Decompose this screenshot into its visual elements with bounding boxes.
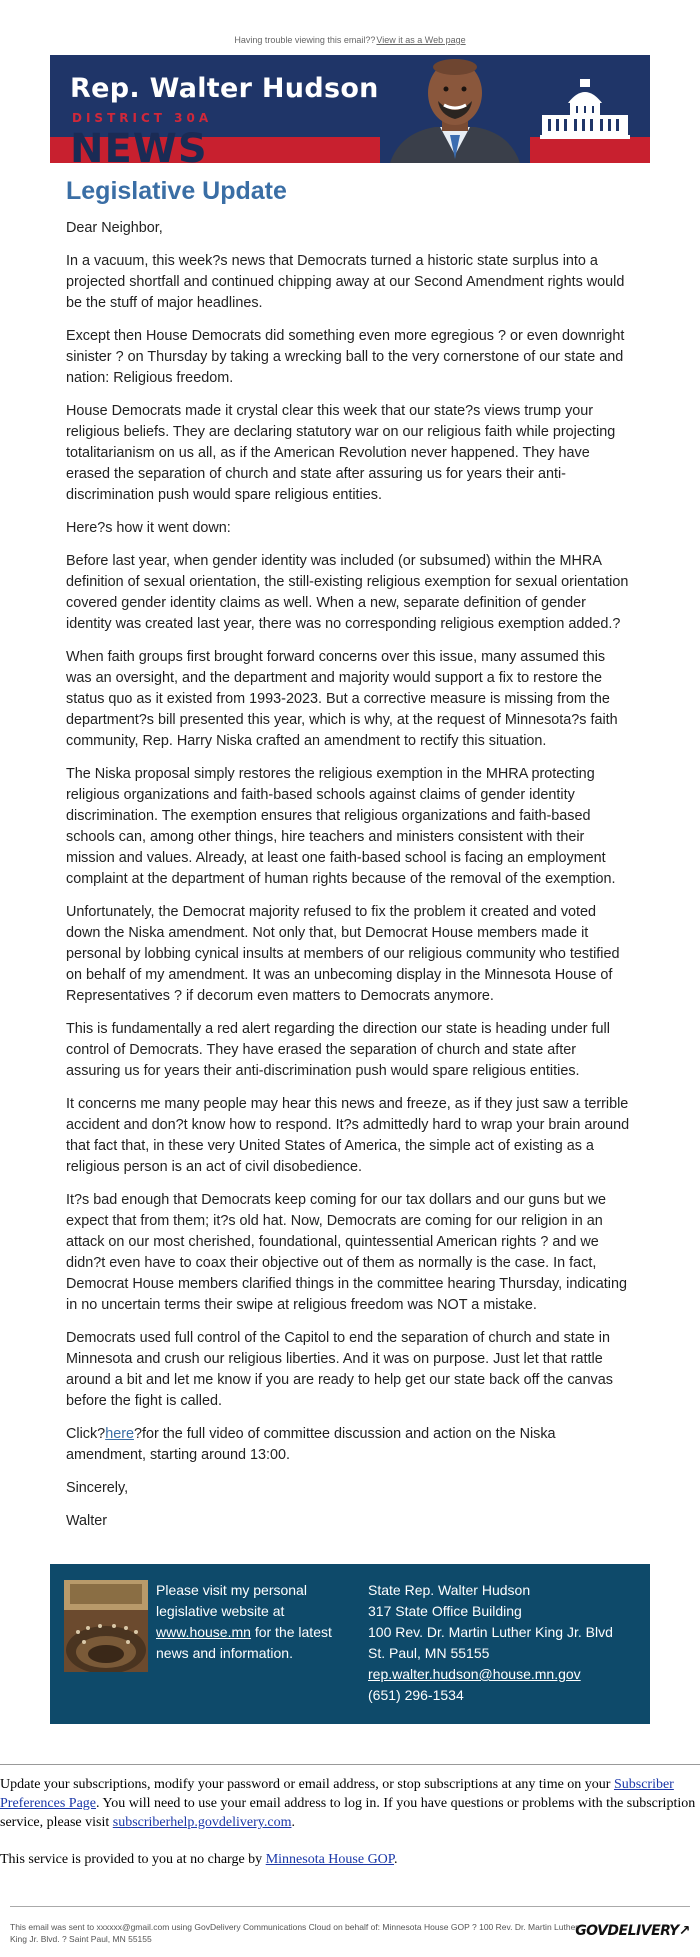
article-paragraph: Except then House Democrats did something even more egregious ? or even downright sinister ? on Thursday by taking a wrecking ball to the very cornerstone of our state and nation: Religious freedom.: [66, 328, 625, 386]
subscription-notice: [0, 1764, 700, 1887]
video-paragraph: [66, 1424, 634, 1466]
article-paragraph: Before last year, when gender identity was included (or subsumed) within the MHRA definition of sexual orientation, the still-existing religious exemption for sexual orientation covered gender identity claims as well. When a new, separate definition of gender identity was created last year, there was no corresponding religious exemption added.?: [66, 553, 629, 632]
subscriber-preferences-link[interactable]: Subscriber Preferences Page: [0, 1777, 674, 1811]
house-mn-link[interactable]: www.house.mn: [156, 1624, 251, 1640]
minnesota-house-gop-link[interactable]: Minnesota House GOP: [265, 1852, 395, 1867]
article-paragraph: When faith groups first brought forward concerns over this issue, many assumed this was an oversight, and the department and majority would support a fix to restore the status quo as it existed from 1993-2023. But a corrective measure is missing from the department?s bill presented this year, which is why, at the request of Minnesota?s faith community, Rep. Harry Niska crafted an amendment to rectify this situation.: [66, 649, 618, 749]
sent-to-text: This email was sent to xxxxxx@gmail.com using GovDelivery Communications Cloud on behalf of: Minnesota House GOP ? 100 Rev. Dr. Martin Luther King Jr. Blvd. ? Saint Paul, MN 55155: [10, 1922, 579, 1944]
article-paragraph: Unfortunately, the Democrat majority refused to fix the problem it created and voted down the Niska amendment. Not only that, but Democrat House members made it personal by lobbing cynical insults at members of our religious community who testified on behalf of my amendment. It was an unbecoming display in the Minnesota House of Representatives ? if decorum even matters to Democrats anymore.: [66, 904, 620, 1004]
video-here-link[interactable]: here: [105, 1426, 134, 1442]
service-paragraph: [0, 1850, 700, 1869]
greeting: Dear Neighbor,: [66, 220, 163, 236]
govdelivery-footer: [10, 1906, 690, 1945]
contact-email-link[interactable]: rep.walter.hudson@house.mn.gov: [368, 1666, 581, 1682]
visit-post-text: for the latest news and information.: [156, 1624, 332, 1661]
email-body: [50, 55, 650, 1724]
signal-icon: ↗: [678, 1923, 690, 1939]
subscription-paragraph: [0, 1775, 700, 1832]
article-paragraph: In a vacuum, this week?s news that Democrats turned a historic state surplus into a projected shortfall and continued chipping away at our Second Amendment rights would be the stuff of major headlines.: [66, 253, 625, 311]
district-label: DISTRICT 30A: [72, 111, 213, 125]
article-paragraph: The Niska proposal simply restores the religious exemption in the MHRA protecting religious organizations and faith-based schools against claims of gender identity discrimination. The exemption ensures that religious organizations and faith-based schools can, among other things, hire teachers and ministers consistent with their mission and values. Already, at least one faith-based school is facing an employment complaint at the department of human rights because of the removal of the exemption.: [66, 766, 616, 887]
trouble-viewing-text: Having trouble viewing this email??: [234, 35, 376, 45]
newsletter-header: [50, 55, 650, 163]
rep-name: Rep. Walter Hudson: [70, 73, 379, 104]
article-paragraph: Here?s how it went down:: [66, 520, 231, 536]
subs-post-text: .: [291, 1815, 295, 1830]
article-paragraph: House Democrats made it crystal clear this week that our state?s views trump your religious beliefs. They are declaring statutory war on our religious faith while projecting totalitarianism on us all, as if the American Revolution never happened. They have erased the separation of church and state after assuring us for years their anti-discrimination push would spare religious entities.: [66, 403, 616, 503]
contact-city: St. Paul, MN 55155: [368, 1645, 490, 1661]
contact-office: 317 State Office Building: [368, 1603, 522, 1619]
contact-name: State Rep. Walter Hudson: [368, 1582, 531, 1598]
subs-pre-text: Update your subscriptions, modify your password or email address, or stop subscriptions at any time on your: [0, 1777, 614, 1792]
article-title: Legislative Update: [66, 177, 287, 205]
video-post-text: ?for the full video of committee discussion and action on the Niska amendment, starting around 13:00.: [66, 1426, 556, 1463]
closing: Sincerely,: [66, 1480, 129, 1496]
govdelivery-brand-text: GOVDELIVERY: [575, 1923, 679, 1939]
article-paragraph: Democrats used full control of the Capitol to end the separation of church and state in Minnesota and crush our religious liberties. And it was on purpose. Just let that rattle around a bit and let me know if you are ready to help get our state back off the canvas before the fight is called.: [66, 1330, 613, 1409]
visit-pre-text: Please visit my personal legislative website at: [156, 1582, 307, 1619]
view-web-page-link[interactable]: View it as a Web page: [376, 35, 466, 45]
visit-website-text: [156, 1580, 356, 1706]
govdelivery-logo: [575, 1925, 690, 1937]
contact-street: 100 Rev. Dr. Martin Luther King Jr. Blvd: [368, 1624, 613, 1640]
rep-portrait: [380, 55, 530, 163]
contact-phone: (651) 296-1534: [368, 1687, 464, 1703]
article-paragraph: It concerns me many people may hear this news and freeze, as if they just saw a terrible accident and don?t know how to respond. It?s admittedly hard to wrap your brain around that fact that, in these very United States of America, the simple act of existing as a religious person is an act of civil disobedience.: [66, 1096, 630, 1175]
contact-info: [368, 1580, 613, 1706]
subs-mid-text: . You will need to use your email address to log in. If you have questions or problems with the subscription service, please visit: [0, 1796, 696, 1830]
article-content: [50, 163, 650, 1564]
service-pre-text: This service is provided to you at no charge by: [0, 1852, 266, 1867]
service-post-text: .: [394, 1852, 398, 1867]
article-paragraph: It?s bad enough that Democrats keep coming for our tax dollars and our guns but we expect that from them; it?s old hat. Now, Democrats are coming for our religion in an attack on our most cherished, foundational, quintessential American rights ? and we didn?t even have to coax their objective out of them as normally is the case. In fact, Democrat House members clarified things in the committee hearing Thursday, indicating in no uncertain terms their swipe at religious freedom was NOT a mistake.: [66, 1192, 627, 1313]
subscriber-help-link[interactable]: subscriberhelp.govdelivery.com: [112, 1815, 292, 1830]
capitol-building-icon: [540, 77, 630, 139]
signature: Walter: [66, 1513, 108, 1529]
video-pre-text: Click?: [66, 1426, 106, 1442]
news-wordmark: NEWS: [70, 129, 208, 163]
article-paragraph: This is fundamentally a red alert regarding the direction our state is heading under full control of Democrats. They have erased the separation of church and state after assuring us for years their anti-discrimination push would spare religious entities.: [66, 1021, 610, 1079]
house-chamber-photo: [64, 1580, 148, 1672]
contact-footer-box: [50, 1564, 650, 1724]
